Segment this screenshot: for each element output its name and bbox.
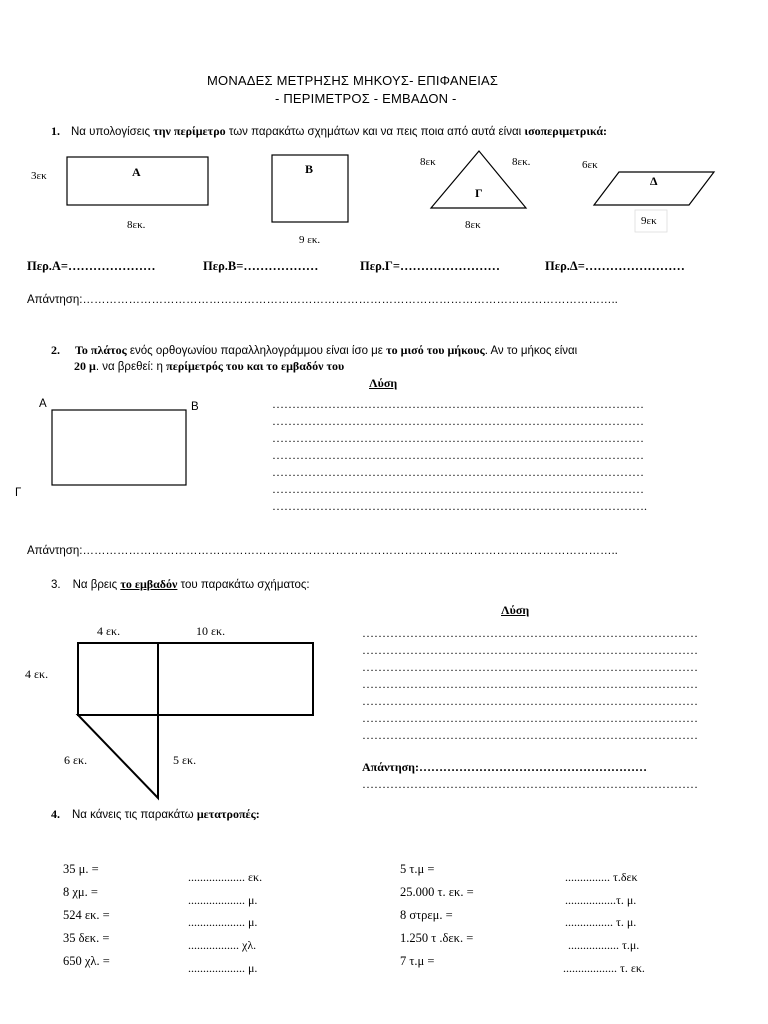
composite-rect-right [158,643,313,715]
q2-vertex-b: Β [191,401,199,413]
conv-right-q-1: 5 τ.μ = [400,862,435,876]
shape-b-label: Β [305,162,314,176]
q2-answer: Απάντηση:………………………………………………………………………………………………………………………….. [27,545,618,557]
shape-g-left: 8εκ [420,156,436,168]
shape-d-label: Δ [650,174,658,188]
conv-right-q-5: 7 τ.μ = [400,954,435,968]
conv-left-a-1: ................... εκ. [188,870,263,884]
q1-instruction [51,124,607,139]
page-subtitle: - ΠΕΡΙΜΕΤΡΟΣ - ΕΜΒΑΔΟΝ - [275,91,457,106]
q2-text-d: . Αν το μήκος είναι [484,345,578,357]
q2-text-e: 20 μ [74,359,96,373]
q3-text-b: το εμβαδόν [120,577,178,591]
conv-right-a-2: .................τ. μ. [565,893,637,907]
conv-left-a-4: ................. χλ. [188,938,257,952]
shape-g-right: 8εκ. [512,156,531,168]
composite-triangle [78,715,158,798]
q3-label-tri-right: 5 εκ. [173,753,197,767]
shape-g-bottom: 8εκ [465,219,481,231]
composite-rect-left [78,643,158,715]
q2-line-1: ………………………………………………………………………………… [272,397,644,411]
q2-vertex-g: Γ [15,487,22,499]
q2-line-5: ………………………………………………………………………………… [272,465,644,479]
q2-line-2: ………………………………………………………………………………… [272,414,644,428]
conv-right-a-3: ................ τ. μ. [565,915,637,929]
q2-text-g: περίμετρός του και το εμβαδόν του [166,359,345,373]
q2-text-c: το μισό του μήκους [386,343,485,357]
conv-left-q-5: 650 χλ. = [63,954,110,968]
shape-b-bottom: 9 εκ. [299,234,321,246]
conv-left-q-2: 8 χμ. = [63,885,98,899]
shape-d-side: 6εκ [582,159,598,171]
conv-left-q-4: 35 δεκ. = [63,931,110,945]
conv-right-a-1: ............... τ.δεκ [565,870,638,884]
conv-right-a-4: ................. τ.μ. [568,938,640,952]
q1-text-c: των παρακάτω σχημάτων και να πεις ποια από αυτά είναι [225,126,525,138]
q2-text-b: ενός ορθογωνίου παραλληλογράμμου είναι ίσο με [126,345,387,357]
q2-line-3: ………………………………………………………………………………… [272,431,644,445]
q3-label-top-left: 4 εκ. [97,624,121,638]
q3-label-tri-left: 6 εκ. [64,753,88,767]
page-title: ΜΟΝΑΔΕΣ ΜΕΤΡΗΣΗΣ ΜΗΚΟΥΣ- ΕΠΙΦΑΝΕΙΑΣ [207,73,499,88]
q3-line-2: ………………………………………………………………………… [362,643,698,657]
conv-left-q-1: 35 μ. = [63,862,99,876]
q2-number: 2. [51,343,60,357]
conv-right-q-4: 1.250 τ .δεκ. = [400,931,474,945]
q3-number: 3. [51,579,61,591]
q1-text-b: την περίμετρο [153,124,226,138]
q2-solution-title: Λύση [369,376,398,390]
conv-left-a-5: ................... μ. [188,961,258,975]
q3-instruction [51,577,310,592]
q3-line-last: ………………………………………………………………………… [362,777,698,791]
q2-instruction-line2 [74,359,344,374]
shape-a-side: 3εκ [31,170,47,182]
conv-right-q-2: 25.000 τ. εκ. = [400,885,474,899]
q4-instruction [51,807,260,822]
shape-d-bottom: 9εκ [641,215,657,227]
conv-left-q-3: 524 εκ. = [63,908,110,922]
q3-line-5: ………………………………………………………………………… [362,694,698,708]
q2-text-f: . να βρεθεί: η [95,361,167,373]
shape-a-label: Α [132,165,141,179]
q3-line-3: ………………………………………………………………………… [362,660,698,674]
q2-vertex-a: Α [39,398,47,410]
rectangle-q2 [52,410,186,485]
conv-right-q-3: 8 στρεμ. = [400,908,453,922]
q4-text-a: Να κάνεις τις παρακάτω [72,809,197,821]
perimeter-a: Περ.Α=………………… [27,259,156,273]
q3-solution-title: Λύση [501,603,530,617]
q2-text-a: Το πλάτος [75,343,127,357]
shape-a-bottom: 8εκ. [127,219,146,231]
perimeter-g: Περ.Γ=…………………… [360,259,500,273]
q1-number: 1. [51,124,60,138]
q3-text-a: Να βρεις [72,579,121,591]
conv-left-a-2: ................... μ. [188,893,258,907]
q1-text-a: Να υπολογίσεις [71,126,154,138]
q3-line-7: ………………………………………………………………………… [362,728,698,742]
q2-instruction [51,343,577,358]
q1-text-d: ισοπεριμετρικά: [524,124,608,138]
shape-g-label: Γ [475,186,483,200]
q2-line-4: ………………………………………………………………………………… [272,448,644,462]
q3-label-left: 4 εκ. [25,667,49,681]
q3-answer: Απάντηση:………………………………………………… [362,760,647,774]
conv-left-a-3: ................... μ. [188,915,258,929]
q3-label-top-right: 10 εκ. [196,624,226,638]
q1-answer: Απάντηση:………………………………………………………………………………………………………………………….. [27,294,618,306]
q2-line-7: …………………………………………………………………………………. [272,499,647,513]
perimeter-b: Περ.Β=……………… [203,259,319,273]
q4-text-b: μετατροπές: [196,807,260,821]
perimeter-d: Περ.Δ=…………………… [545,259,685,273]
q4-number: 4. [51,807,60,821]
q3-text-c: του παρακάτω σχήματος: [177,579,310,591]
q2-line-6: ………………………………………………………………………………… [272,482,644,496]
conv-right-a-5: .................. τ. εκ. [563,961,645,975]
q3-line-6: ………………………………………………………………………… [362,711,698,725]
q3-line-4: ………………………………………………………………………… [362,677,698,691]
q3-line-1: ………………………………………………………………………… [362,626,698,640]
